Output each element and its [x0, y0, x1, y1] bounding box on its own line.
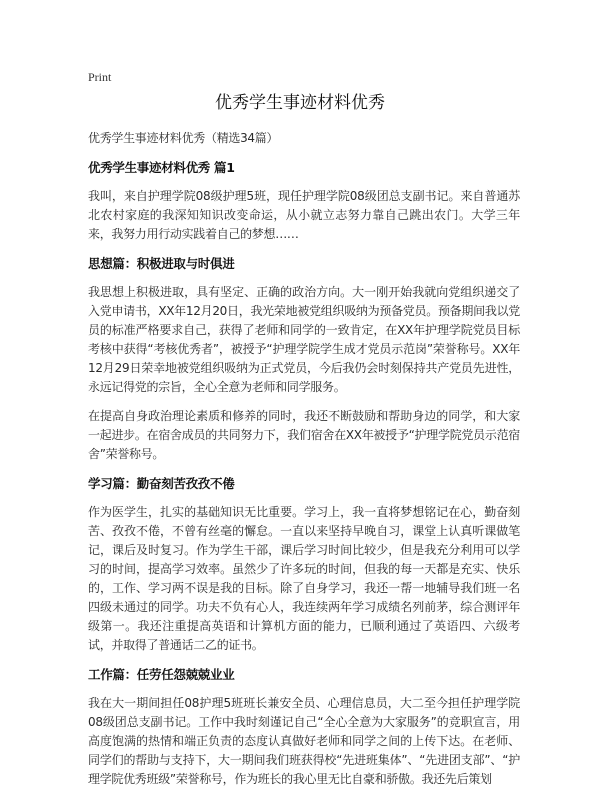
section-heading-study: 学习篇：勤奋刻苦孜孜不倦 [88, 476, 235, 491]
article-heading: 优秀学生事迹材料优秀 篇1 [88, 160, 235, 175]
intro-paragraph: 我叫，来自护理学院08级护理5班，现任护理学院08级团总支副书记。来自普通苏北农村家庭的我深知知识改变命运，从小就立志努力靠自己跳出农门。大学三年来，我努力用行动实践着自己的梦想…… [88, 189, 520, 241]
study-paragraph-1: 作为医学生，扎实的基础知识无比重要。学习上，我一直将梦想铭记在心，勤奋刻苦、孜孜不倦，不曾有丝毫的懈怠。一直以来坚持早晚自习，课堂上认真听课做笔记，课后及时复习。作为学生干部，课后学习时间比较少，但是我充分利用可以学习的时间，提高学习效率。虽然少了许多玩的时间，但我的每一天都是充实、快乐的，工作、学习两不误是我的目标。除了自身学习，我还一帮一地辅导我们班一名四级未通过的同学。功夫不负有心人，我连续两年学习成绩名列前茅，综合测评年级第一。我还注重提高英语和计算机方面的能力，已顺利通过了英语四、六级考试，并取得了普通话二乙的证书。 [88, 505, 520, 652]
document-title: 优秀学生事迹材料优秀 [215, 93, 385, 113]
section-heading-thought: 思想篇：积极进取与时俱进 [88, 256, 235, 271]
work-paragraph-1: 我在大一期间担任08护理5班班长兼安全员、心理信息员，大二至今担任护理学院08级团总支副书记。工作中我时刻谨记自己“全心全意为大家服务”的竞职宣言，用高度饱满的热情和端正负责的态度认真做好老师和同学之间的上传下达。在老师、同学们的帮助与支持下，大一期间我们班获得校“先进班集体”、“先进团支部”、“护理学院优秀班级”荣誉称号，作为班长的我心里无比自豪和骄傲。我还先后策划 [88, 696, 520, 786]
thought-paragraph-1: 我思想上积极进取，具有坚定、正确的政治方向。大一刚开始我就向党组织递交了入党申请书，XX年12月20日，我光荣地被党组织吸纳为预备党员。预备期间我以党员的标准严格要求自己，获得了老师和同学的一致肯定，在XX年护理学院党员目标考核中获得“考核优秀者”，被授予“护理学院学生成才党员示范岗”荣誉称号。XX年12月29日荣幸地被党组织吸纳为正式党员，今后我仍会时刻保持共产党员先进性，永远记得党的宗旨，全心全意为老师和同学服务。 [88, 285, 520, 394]
section-heading-work: 工作篇：任劳任怨兢兢业业 [88, 667, 235, 682]
print-label: Print [88, 70, 112, 84]
document-body [88, 129, 520, 789]
thought-paragraph-2: 在提高自身政治理论素质和修养的同时，我还不断鼓励和帮助身边的同学，和大家一起进步。在宿舍成员的共同努力下，我们宿舍在XX年被授予“护理学院党员示范宿舍”荣誉称号。 [88, 409, 520, 461]
document-subtitle: 优秀学生事迹材料优秀（精选34篇） [88, 131, 279, 145]
